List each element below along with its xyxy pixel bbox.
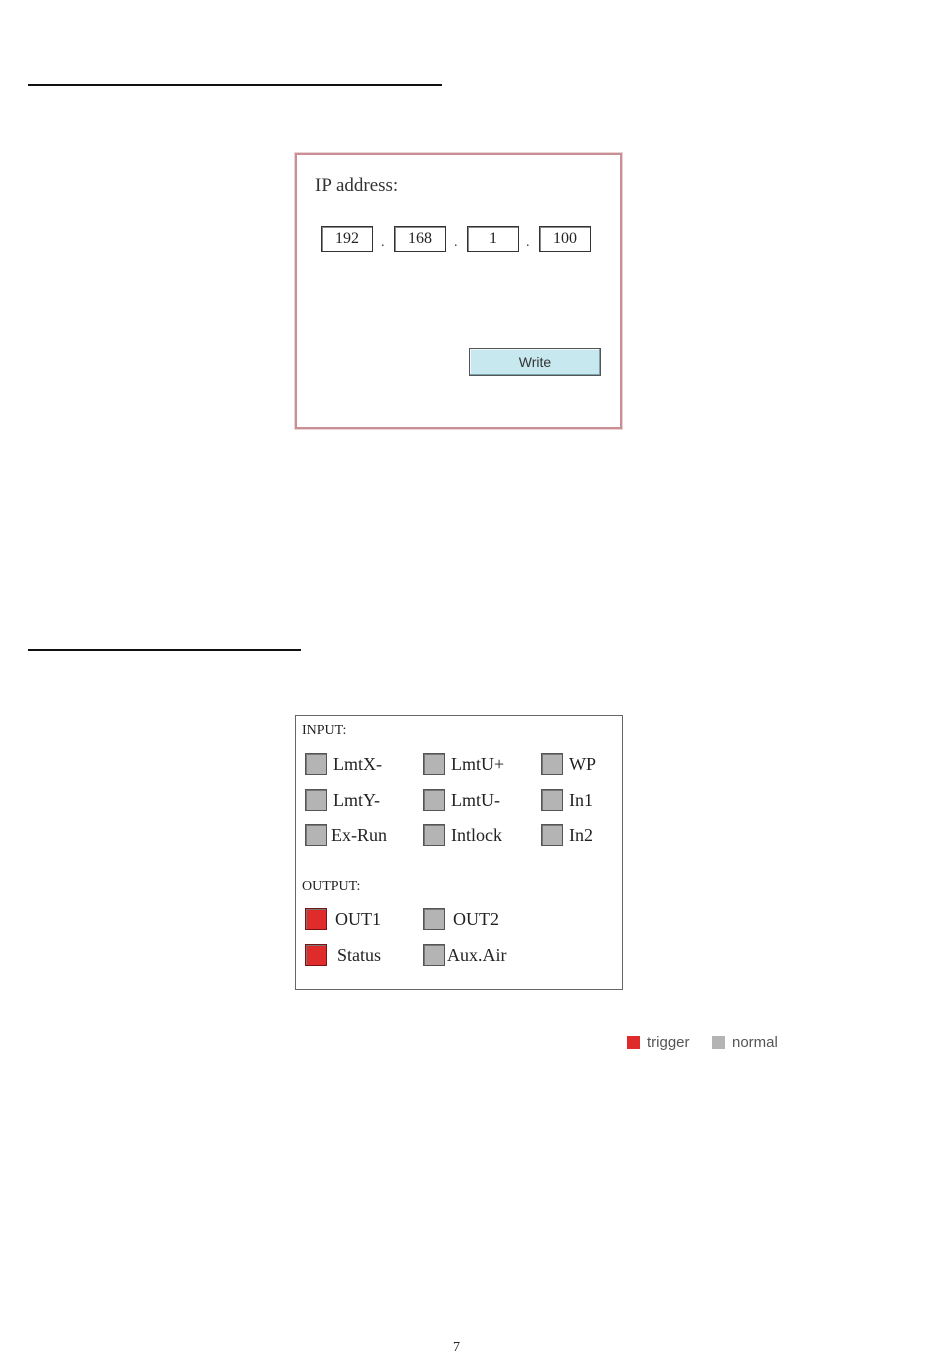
ip-separator: . bbox=[526, 235, 530, 250]
ip-octet-3[interactable] bbox=[467, 226, 519, 252]
ip-separator: . bbox=[454, 235, 458, 250]
output-indicator bbox=[423, 944, 445, 966]
section-divider-2 bbox=[28, 649, 301, 651]
output-label: Aux.Air bbox=[447, 945, 507, 965]
input-indicator bbox=[305, 824, 327, 846]
ip-separator: . bbox=[381, 235, 385, 250]
input-indicator bbox=[305, 753, 327, 775]
ip-address-label: IP address: bbox=[315, 175, 399, 196]
input-label: LmtU- bbox=[451, 790, 500, 810]
input-indicator bbox=[541, 824, 563, 846]
input-indicator bbox=[423, 753, 445, 775]
input-section-title: INPUT: bbox=[302, 723, 347, 738]
legend-trigger-label: trigger bbox=[647, 1034, 690, 1051]
input-indicator bbox=[541, 753, 563, 775]
input-indicator bbox=[423, 824, 445, 846]
input-label: In1 bbox=[569, 790, 593, 810]
ip-octet-4[interactable] bbox=[539, 226, 591, 252]
ip-address-panel bbox=[295, 153, 622, 429]
output-indicator bbox=[305, 908, 327, 930]
output-indicator bbox=[305, 944, 327, 966]
output-label: Status bbox=[337, 945, 382, 965]
legend-trigger-swatch bbox=[627, 1036, 640, 1049]
io-status-panel bbox=[295, 715, 623, 990]
legend-normal-label: normal bbox=[732, 1034, 778, 1051]
input-label: WP bbox=[569, 754, 596, 774]
input-label: LmtY- bbox=[333, 790, 380, 810]
input-indicator bbox=[305, 789, 327, 811]
input-label: Intlock bbox=[451, 825, 502, 845]
input-indicator bbox=[541, 789, 563, 811]
input-indicator bbox=[423, 789, 445, 811]
input-label: Ex-Run bbox=[331, 825, 387, 845]
legend-normal-swatch bbox=[712, 1036, 725, 1049]
page-number: 7 bbox=[453, 1340, 460, 1355]
input-label: LmtU+ bbox=[451, 754, 505, 774]
output-indicator bbox=[423, 908, 445, 930]
ip-octet-2[interactable] bbox=[394, 226, 446, 252]
ip-octet-1[interactable] bbox=[321, 226, 373, 252]
output-label: OUT2 bbox=[453, 909, 499, 929]
write-button[interactable]: Write bbox=[469, 348, 601, 376]
section-divider-1 bbox=[28, 84, 442, 86]
input-label: LmtX- bbox=[333, 754, 382, 774]
output-section-title: OUTPUT: bbox=[302, 879, 361, 894]
input-label: In2 bbox=[569, 825, 593, 845]
output-label: OUT1 bbox=[335, 909, 381, 929]
